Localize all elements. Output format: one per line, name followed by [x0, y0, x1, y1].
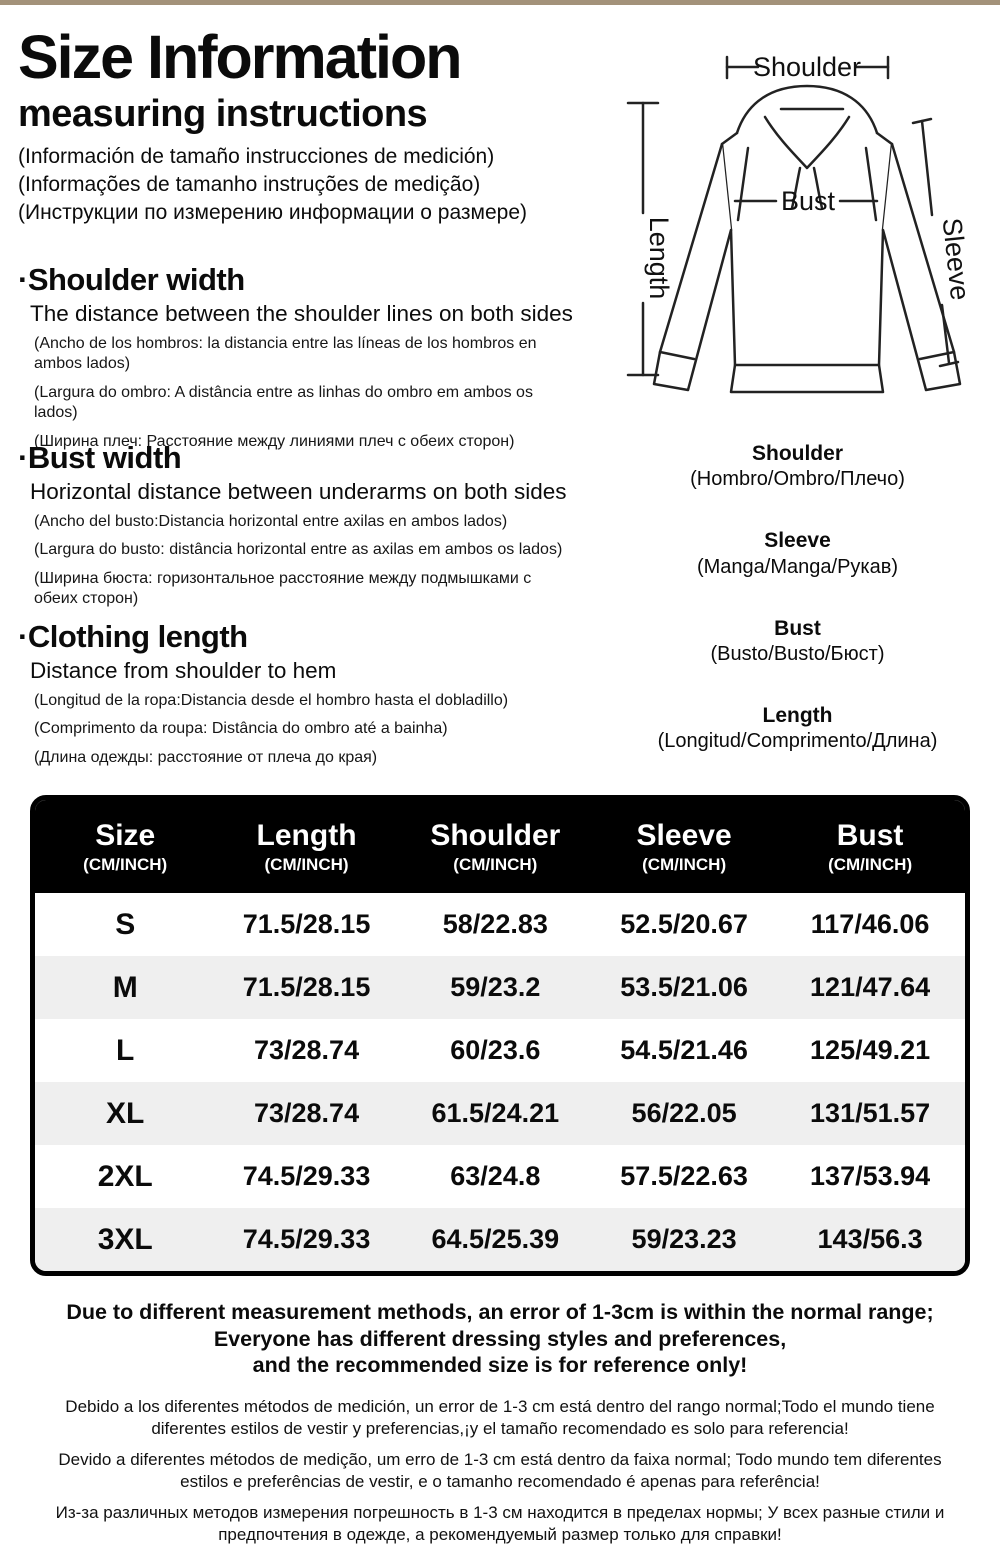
column-header-shoulder — [398, 819, 593, 875]
section-translation-es: (Ancho de los hombros: la distancia entre las líneas de los hombros en ambos lados) — [34, 334, 537, 373]
column-name: Bust — [836, 818, 904, 852]
cell-length: 74.5/29.33 — [242, 1224, 371, 1254]
footer-translation-pt: Devido a diferentes métodos de medição, um erro de 1-3 cm está dentro da faixa normal; Todo mundo tem diferentes estilos e preferências de vestir, e o tamanho recomendado é apenas para referência! — [58, 1450, 942, 1492]
section-translations — [18, 334, 596, 452]
cell-bust: 125/49.21 — [810, 1035, 931, 1065]
table-row-3xl — [35, 1208, 965, 1271]
cell-shoulder: 61.5/24.21 — [431, 1098, 560, 1128]
legend-translation: (Busto/Busto/Бюст) — [710, 642, 885, 665]
title-translation-es: (Información de tamaño instrucciones de medición) — [18, 144, 495, 168]
section-heading: ·Shoulder width — [18, 262, 245, 297]
size-table — [30, 795, 970, 1276]
cell-shoulder: 59/23.2 — [450, 972, 541, 1002]
cell-sleeve: 54.5/21.46 — [620, 1035, 748, 1065]
cell-size: 2XL — [97, 1159, 153, 1193]
column-unit-label: (CM/INCH) — [828, 854, 913, 874]
column-name: Sleeve — [636, 818, 732, 852]
bust-label: Bust — [780, 186, 836, 216]
section-shoulder-width — [18, 262, 596, 460]
page-subtitle: measuring instructions — [18, 93, 428, 136]
legend-name: Length — [762, 703, 833, 727]
cell-bust: 131/51.57 — [810, 1098, 931, 1128]
title-translations — [18, 143, 603, 227]
cell-bust: 117/46.06 — [810, 909, 930, 939]
cell-shoulder: 64.5/25.39 — [431, 1224, 560, 1254]
cell-bust: 137/53.94 — [810, 1161, 931, 1191]
column-unit-label: (CM/INCH) — [642, 854, 727, 874]
shoulder-label: Shoulder — [752, 52, 862, 82]
footer-note-line: Due to different measurement methods, an error of 1-3cm is within the normal range; — [66, 1300, 934, 1324]
column-unit-label: (CM/INCH) — [264, 854, 349, 874]
section-description: Distance from shoulder to hem — [30, 657, 337, 683]
table-row-m — [35, 956, 965, 1019]
column-name: Shoulder — [430, 818, 561, 852]
footer-translation-es: Debido a los diferentes métodos de medición, un error de 1-3 cm está dentro del rango normal;Todo el mundo tiene diferentes estilos de vestir y preferencias,¡y el tamaño recomendado es solo para referencia! — [65, 1397, 935, 1439]
top-accent-bar — [0, 0, 1000, 5]
column-unit-label: (CM/INCH) — [83, 854, 168, 874]
section-heading: ·Bust width — [18, 440, 182, 475]
cell-size: XL — [106, 1096, 145, 1130]
section-translations — [18, 691, 596, 768]
measurement-legend — [600, 441, 995, 753]
hoodie-measurement-diagram — [600, 20, 995, 440]
cell-shoulder: 60/23.6 — [450, 1035, 541, 1065]
column-header-size — [35, 819, 215, 875]
cell-sleeve: 57.5/22.63 — [620, 1161, 748, 1191]
legend-sleeve — [600, 528, 995, 578]
section-heading: ·Clothing length — [18, 619, 248, 654]
cell-sleeve: 59/23.23 — [631, 1224, 737, 1254]
cell-shoulder: 63/24.8 — [450, 1161, 541, 1191]
legend-length — [600, 703, 995, 753]
column-name: Size — [95, 818, 156, 852]
section-translations — [18, 512, 596, 610]
table-row-xl — [35, 1082, 965, 1145]
cell-length: 71.5/28.15 — [242, 972, 371, 1002]
column-header-length — [215, 819, 397, 875]
size-table-header-row — [35, 800, 965, 893]
diagram-column — [600, 20, 995, 790]
legend-name: Bust — [774, 616, 821, 640]
section-translation-pt: (Largura do busto: distância horizontal entre as axilas em ambos os lados) — [34, 541, 563, 559]
column-unit-label: (CM/INCH) — [453, 854, 538, 874]
cell-length: 74.5/29.33 — [242, 1161, 371, 1191]
cell-size: S — [115, 907, 136, 941]
footer-translation-ru: Из-за различных методов измерения погрешность в 1-3 см находится в пределах нормы; У всех разные стили и предпочтения в одежде, а рекомендуемый размер только для справки! — [55, 1503, 945, 1545]
cell-length: 71.5/28.15 — [242, 909, 371, 939]
section-translation-es: (Longitud de la ropa:Distancia desde el hombro hasta el dobladillo) — [34, 691, 509, 709]
sleeve-label: Sleeve — [936, 216, 976, 302]
section-translation-ru: (Ширина плеч: Расстояние между линиями плеч с обеих сторон) — [34, 432, 515, 450]
footer-note-line: Everyone has different dressing styles and preferences, — [213, 1326, 787, 1351]
footer-note — [0, 1299, 1000, 1379]
title-block — [18, 24, 603, 227]
cell-shoulder: 58/22.83 — [442, 909, 548, 939]
page-title: Size Information — [18, 23, 461, 91]
column-header-bust — [775, 819, 965, 875]
section-bust-width — [18, 440, 596, 618]
footer-translations — [50, 1396, 950, 1556]
section-description: Horizontal distance between underarms on both sides — [30, 478, 567, 504]
length-label: Length — [644, 216, 674, 300]
legend-translation: (Manga/Manga/Рукав) — [696, 555, 898, 578]
section-translation-ru: (Ширина бюста: горизонтальное расстояние между подмышками с обеих сторон) — [34, 569, 532, 608]
table-row-s — [35, 893, 965, 956]
section-clothing-length — [18, 619, 596, 776]
cell-size: L — [116, 1033, 135, 1067]
legend-shoulder — [600, 441, 995, 491]
column-name: Length — [256, 818, 357, 852]
cell-length: 73/28.74 — [253, 1035, 360, 1065]
section-translation-pt: (Comprimento da roupa: Distância do ombro até a bainha) — [34, 720, 448, 738]
cell-sleeve: 56/22.05 — [631, 1098, 737, 1128]
cell-size: 3XL — [97, 1222, 153, 1256]
cell-size: M — [112, 970, 138, 1004]
column-header-sleeve — [593, 819, 775, 875]
legend-translation: (Longitud/Comprimento/Длина) — [657, 730, 938, 752]
table-row-l — [35, 1019, 965, 1082]
title-translation-ru: (Инструкции по измерению информации о размере) — [18, 200, 528, 224]
table-row-2xl — [35, 1145, 965, 1208]
cell-sleeve: 52.5/20.67 — [620, 909, 748, 939]
section-translation-es: (Ancho del busto:Distancia horizontal entre axilas en ambos lados) — [34, 512, 508, 530]
cell-sleeve: 53.5/21.06 — [620, 972, 748, 1002]
title-translation-pt: (Informações de tamanho instruções de medição) — [18, 172, 481, 196]
footer-note-line: and the recommended size is for reference only! — [252, 1353, 748, 1378]
legend-bust — [600, 616, 995, 666]
legend-name: Sleeve — [764, 529, 831, 553]
cell-length: 73/28.74 — [253, 1098, 360, 1128]
section-translation-pt: (Largura do ombro: A distância entre as linhas do ombro em ambos os lados) — [34, 383, 533, 422]
section-description: The distance between the shoulder lines on both sides — [30, 300, 573, 326]
legend-name: Shoulder — [751, 442, 843, 465]
cell-bust: 143/56.3 — [817, 1224, 923, 1254]
section-translation-ru: (Длина одежды: расстояние от плеча до края) — [34, 748, 378, 766]
size-table-body — [35, 893, 965, 1271]
hoodie-hem-band — [731, 365, 883, 392]
cell-bust: 121/47.64 — [810, 972, 931, 1002]
legend-translation: (Hombro/Ombro/Плечо) — [690, 468, 905, 491]
